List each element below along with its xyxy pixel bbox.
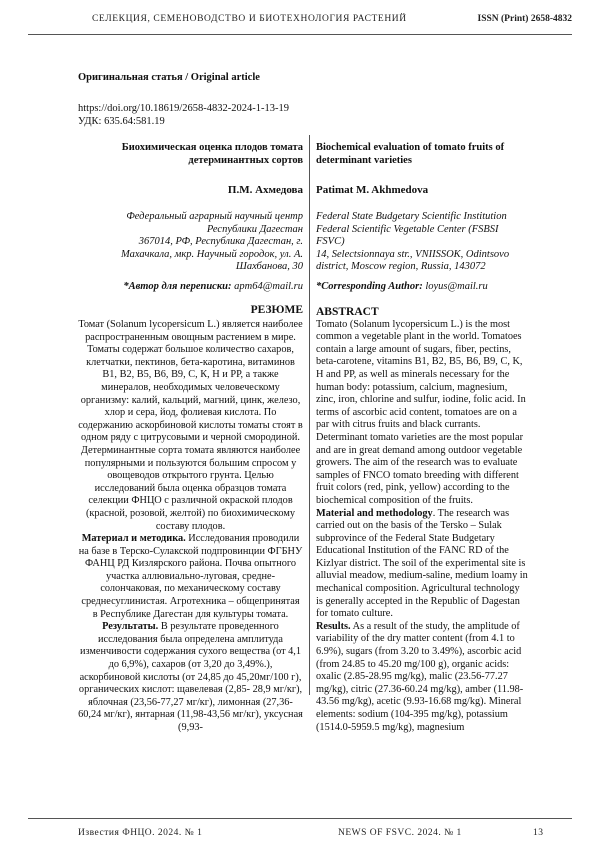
en-corr-label: *Corresponding Author: (316, 281, 423, 292)
en-affiliation (316, 211, 528, 274)
en-title: Biochemical evaluation of tomato fruits of determinant varieties (316, 142, 505, 166)
journal-title: СЕЛЕКЦИЯ, СЕМЕНОВОДСТВО И БИОТЕХНОЛОГИЯ РАСТЕНИЙ (92, 14, 407, 24)
ru-abstract-intro: Томат (Solanum lycopersicum L.) является наиболее распространенным овощным растением в мире. Томаты содержат большое количество сахаров, клетчатки, пектинов, бета-каротина, витаминов В1, В2, В5, В6, В9, С, К, Н и РР, а также минералов, необходимых человеческому организму: калий, кальций, магний, цинк, железо, хлор и сера, йод, фолиевая кислота. По содержанию аскорбиновой кислоты томаты стоят в одном ряду с цитрусовыми и черной смородиной. Детерминантные сорта томата являются наиболее популярными и пользуются большим спросом у овощеводов открытого грунта. Целью исследований была оценка образцов томата селекции ФНЦО с различной окраской плодов (красной, розовой, желтой) по биохимическому составу плодов. (78, 319, 303, 532)
en-affil-org: Federal State Budgetary Scientific Institution Federal Scientific Vegetable Center (FSBSI FSVC) (316, 211, 507, 247)
doi-link[interactable]: https://doi.org/10.18619/2658-4832-2024-1-13-19 (78, 103, 289, 114)
header-rule (28, 34, 572, 35)
footer-left: Известия ФНЦО. 2024. № 1 (78, 828, 203, 838)
ru-title: Биохимическая оценка плодов томата детерминантных сортов (121, 142, 303, 166)
ru-abstract-body (78, 319, 303, 735)
en-author: Patimat M. Akhmedova (316, 184, 429, 196)
ru-affil-org: Федеральный аграрный научный центр Республики Дагестан (126, 211, 303, 235)
page-number: 13 (533, 828, 544, 838)
ru-corr-email[interactable]: apm64@mail.ru (234, 281, 303, 292)
en-abstract-body (316, 306, 528, 734)
en-results-text: As a result of the study, the amplitude of variability of the dry matter content (from 4.1 to 6.9%), sugars (from 3.20 to 3.49%), ascorbic acid (from 24.85 to 45.20 mg/100 g), organic acids: oxalic (2.85-28.95 mg/kg), malic (23.56-77.27 mg/kg), citric (27.36-60.24 mg/kg), amber (11.98-43.56 mg/kg), acetic (9.93-16.68 mg/kg). Mineral elements: sodium (104-395 mg/kg), potassium (1514.0-5959.5 mg/kg), magnesium (316, 620, 524, 733)
en-results-paragraph (316, 621, 528, 734)
en-abstract-heading: ABSTRACT (316, 306, 379, 318)
footer-right: NEWS OF FSVC. 2024. № 1 (338, 828, 462, 838)
en-methods-heading: Material and methodology (316, 507, 433, 519)
en-corr-email[interactable]: loyus@mail.ru (425, 281, 488, 292)
footer-rule (28, 818, 572, 819)
en-methods-text: . The research was carried out on the basis of the Tersko – Sulak subprovince of the Federal State Budgetary Educational Institution of the FANC RD of the Kizlyar district. The soil of the experimental site is alluvial meadow, medium-saline, medium loamy in mechanical composition. Agricultural technology is generally accepted in the Republic of Dagestan for tomato culture. (316, 507, 528, 620)
page-header (0, 14, 600, 30)
ru-methods-heading: Материал и методика. (81, 533, 186, 545)
udk: УДК: 635.64:581.19 (78, 116, 165, 127)
ru-results-text: В результате проведенного исследования была определена амплитуда изменчивости содержания сухого вещества (от 4,1 до 6,9%), сахаров (от 3,20 до 3,49%.), аскорбиновой кислоты (от 24,85 до 45,20мг/100 г), органических кислот: щавелевая (2,85- 28,9 мг/кг), яблочная (23,56-77,27 мг/кг), лимонная (27,36-60,24 мг/кг), янтарная (11,98-43,56 мг/кг), уксусная (9,93- (78, 621, 303, 733)
column-divider (309, 135, 310, 695)
ru-correspondence (92, 281, 303, 294)
en-methods-paragraph (316, 508, 528, 621)
en-affil-address: 14, Selectsionnaya str., VNIISSOK, Odintsovo district, Moscow region, Russia, 143072 (316, 248, 510, 272)
ru-methods-paragraph (78, 533, 303, 621)
ru-results-paragraph (78, 621, 303, 734)
ru-affil-address: 367014, РФ, Республика Дагестан, г. Махачкала, мкр. Научный городок, ул. А. Шахбанова, 30 (121, 236, 303, 272)
ru-abstract-heading: РЕЗЮМЕ (250, 304, 303, 316)
en-correspondence (316, 281, 528, 294)
ru-author: П.М. Ахмедова (227, 184, 303, 196)
ru-methods-text: Исследования проводили на базе в Терско-Сулакской подпровинции ФГБНУ ФАНЦ РД Кизлярского района. Почва опытного участка аллювиально-луговая, средне-солончаковая, по механическому составу среднесуглинистая. Агротехника – общепринятая в Республике Дагестан для культуры томата. (78, 533, 303, 620)
issn: ISSN (Print) 2658-4832 (477, 14, 572, 24)
ru-affiliation (92, 211, 303, 274)
ru-corr-label: *Автор для переписки: (123, 281, 232, 292)
article-type: Оригинальная статья / Original article (78, 72, 260, 83)
en-abstract-intro: Tomato (Solanum lycopersicum L.) is the most common a vegetable plant in the world. Tomatoes contain a large amount of sugars, fiber, pectins, beta-carotene, vitamins B1, B2, B5, B6, B9, C, K, H and PP, as well as minerals necessary for the human body: potassium, calcium, magnesium, zinc, iron, chlorine and sulfur, iodine, folic acid. In terms of ascorbic acid content, tomatoes are on a par with citrus fruits and black currants. Determinant tomato varieties are the most popular and are in great demand among outdoor vegetable growers. The aim of the research was to evaluate samples of FNCO tomato breeding with different fruit colors (red, pink, yellow) according to the biochemical composition of the fruits. (316, 318, 526, 506)
en-results-heading: Results. (316, 620, 351, 632)
ru-results-heading: Результаты. (102, 621, 159, 633)
